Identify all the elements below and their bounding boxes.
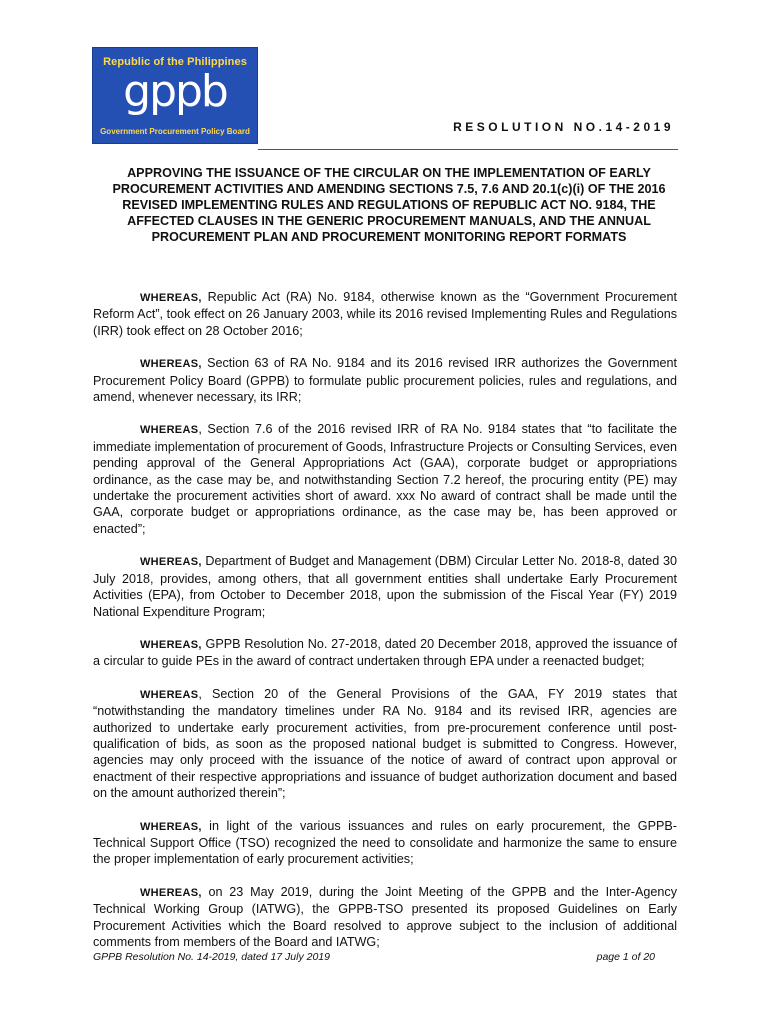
paragraph-lead: WHEREAS — [140, 424, 199, 437]
resolution-number: RESOLUTION NO.14-2019 — [453, 120, 674, 134]
paragraph-text: , Section 7.6 of the 2016 revised IRR of RA No. 9184 states that “to facilitate the immediate implementation of procurement of Goods, Infrastructure Projects or Consulting Services, even pending approval of the General Appropriations Act (GAA), corporate budget or appropriations ordinance, as the case may be, and notwithstanding Section 7.2 hereof, the procuring entity (PE) may undertake the procurement activities short of award. xxx No award of contract shall be made until the GAA, corporate budget or appropriations ordinance, as the case may be, has been approved or enacted”; — [93, 422, 677, 536]
gppb-logo — [92, 47, 258, 144]
paragraph-lead: WHEREAS — [140, 688, 199, 701]
whereas-paragraph — [93, 553, 677, 620]
whereas-paragraph — [93, 289, 677, 339]
paragraph-lead: WHEREAS, — [140, 886, 202, 899]
whereas-paragraph — [93, 421, 677, 537]
whereas-paragraph — [93, 884, 677, 951]
paragraph-lead: WHEREAS, — [140, 292, 202, 304]
whereas-paragraph — [93, 686, 677, 802]
paragraph-lead: WHEREAS, — [140, 638, 202, 651]
logo-top-text: Republic of the Philippines — [103, 56, 247, 68]
whereas-paragraph — [93, 818, 677, 868]
paragraph-text: Section 63 of RA No. 9184 and its 2016 revised IRR authorizes the Government Procurement Policy Board (GPPB) to formulate public procurement policies, rules and regulations, and amend, whenever necessary, its IRR; — [93, 356, 677, 405]
paragraph-text: GPPB Resolution No. 27-2018, dated 20 December 2018, approved the issuance of a circular to guide PEs in the award of contract undertaken through EPA under a reenacted budget; — [93, 636, 677, 669]
page-number: page 1 of 20 — [596, 951, 655, 963]
logo-mark: gppb — [123, 66, 227, 117]
whereas-paragraph — [93, 355, 677, 405]
resolution-title: APPROVING THE ISSUANCE OF THE CIRCULAR ON THE IMPLEMENTATION OF EARLY PROCUREMENT ACTIVITIES AND AMENDING SECTIONS 7.5, 7.6 AND 20.1(c)(i) OF THE 2016 REVISED IMPLEMENTING RULES AND REGULATIONS OF REPUBLIC ACT NO. 9184, THE AFFECTED CLAUSES IN THE GENERIC PROCUREMENT MANUALS, AND THE ANNUAL PROCUREMENT PLAN AND PROCUREMENT MONITORING REPORT FORMATS — [112, 166, 666, 244]
paragraph-lead: WHEREAS, — [140, 358, 202, 371]
paragraph-text: Republic Act (RA) No. 9184, otherwise known as the “Government Procurement Reform Act”, took effect on 26 January 2003, while its 2016 revised Implementing Rules and Regulations (IRR) took effect on 28 October 2016; — [93, 290, 677, 338]
paragraph-lead: WHEREAS, — [140, 820, 202, 833]
paragraph-text: in light of the various issuances and rules on early procurement, the GPPB-Technical Support Office (TSO) recognized the need to consolidate and harmonize the same to ensure the proper implementation of early procurement activities; — [93, 818, 677, 867]
header-rule — [258, 149, 678, 150]
paragraph-text: , Section 20 of the General Provisions of the GAA, FY 2019 states that “notwithstanding the mandatory timelines under RA No. 9184 and its revised IRR, agencies are authorized to undertake early procurement activities, from pre-procurement conference until post-qualification of bids, as soon as the proposed national budget is submitted to Congress. However, agencies may only proceed with the issuance of the notice of award of contract upon approval or enactment of their respective appropriations and issuance of budget authorization document and based on the amount authorized therein”; — [93, 686, 677, 801]
paragraph-text: Department of Budget and Management (DBM) Circular Letter No. 2018-8, dated 30 July 2018, provides, among others, that all government entities shall undertake Early Procurement Activities (EPA), from October to December 2018, upon the submission of the Fiscal Year (FY) 2019 National Expenditure Program; — [93, 554, 677, 619]
logo-bottom-text: Government Procurement Policy Board — [100, 127, 250, 136]
footer-citation: GPPB Resolution No. 14-2019, dated 17 July 2019 — [93, 951, 330, 963]
paragraph-text: on 23 May 2019, during the Joint Meeting of the GPPB and the Inter-Agency Technical Working Group (IATWG), the GPPB-TSO presented its proposed Guidelines on Early Procurement Activities which the Board resolved to approve subject to the inclusion of additional comments from members of the Board and IATWG; — [93, 884, 677, 949]
paragraph-lead: WHEREAS, — [140, 556, 202, 569]
whereas-paragraph — [93, 636, 677, 670]
document-body — [93, 289, 677, 966]
